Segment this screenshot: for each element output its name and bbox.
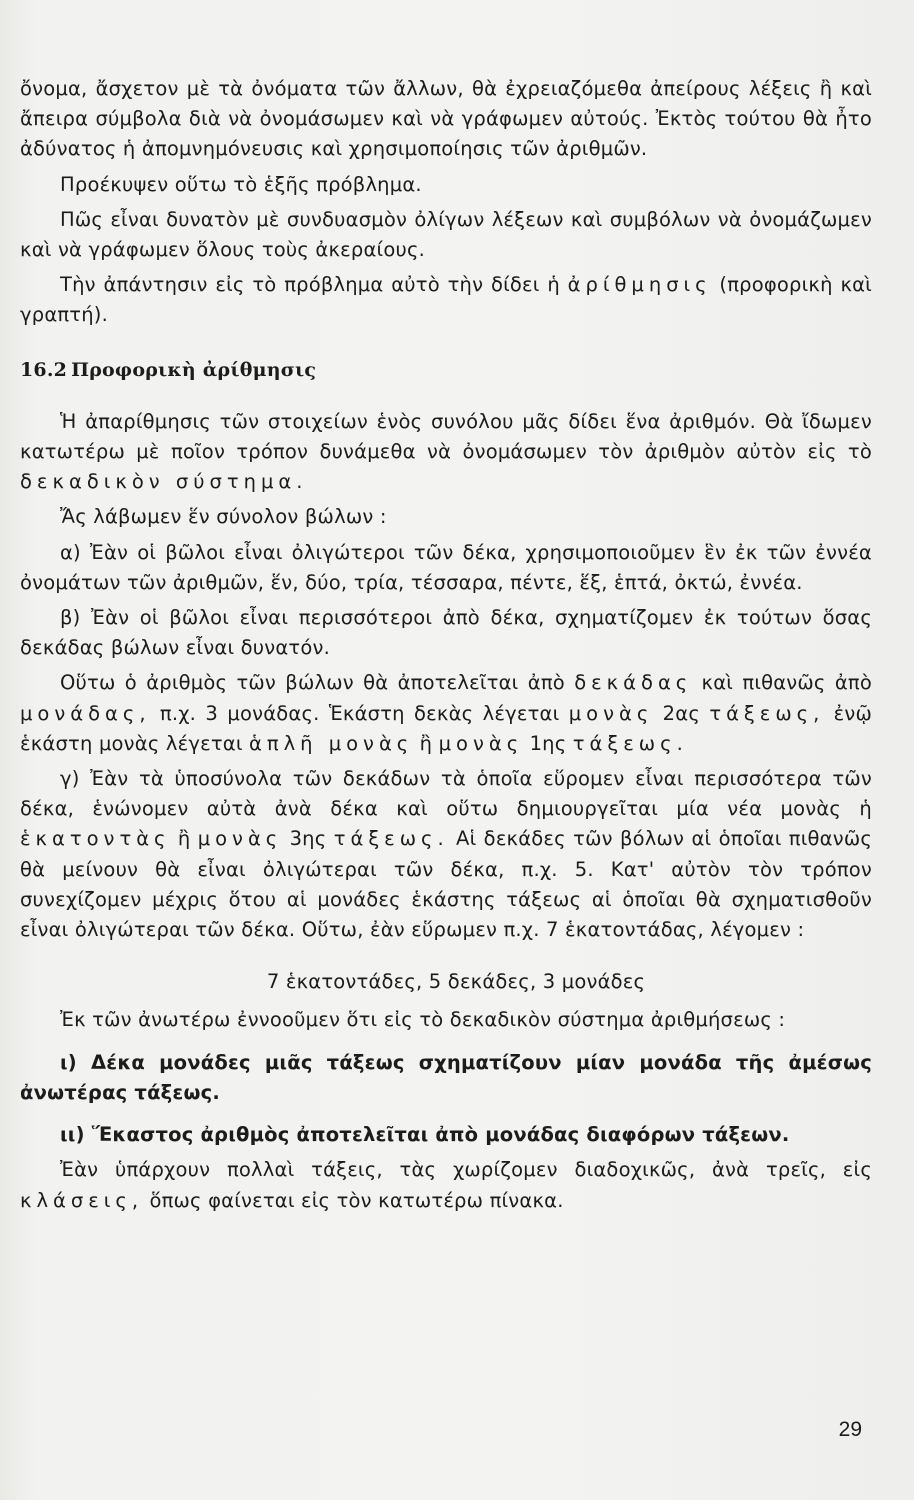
paragraph-set-of-marbles: Ἄς λάβωμεν ἕν σύνολον βώλων : xyxy=(60,505,387,529)
tens-text-2: καὶ πιθανῶς ἀπὸ xyxy=(701,671,872,695)
rule-one: ι) Δέκα μονάδες μιᾶς τάξεως σχηματίζουν μίαν μονάδα τῆς ἀμέσως ἀνωτέρας τάξεως. xyxy=(20,1050,872,1104)
term-hundred: ἑκατοντὰς xyxy=(20,827,171,851)
term-simple-unit: ἁπλῆ μονὰς xyxy=(249,731,414,755)
tens-text-4: 2ας xyxy=(662,701,700,725)
paragraph-problem-intro: Προέκυψεν οὕτω τὸ ἑξῆς πρόβλημα. xyxy=(60,172,422,196)
case-b: β) Ἐὰν οἱ βῶλοι εἶναι περισσότεροι ἀπὸ δέκα, σχηματίζομεν ἐκ τούτων ὅσας δεκάδας βώλων εἶναι δυνατόν. xyxy=(20,606,872,660)
case-a: α) Ἐὰν οἱ βῶλοι εἶναι ὀλιγώτεροι τῶν δέκα, χρησιμοποιοῦμεν ἓν ἐκ τῶν ἐννέα ὀνομάτων τῶν ἀριθμῶν, ἕν, δύο, τρία, τέσσαρα, πέντε, ἕξ, ἑπτά, ὀκτώ, ἐννέα. xyxy=(20,540,872,594)
term-classes: κλάσεις, xyxy=(20,1188,144,1212)
classes-text-2: ὅπως φαίνεται εἰς τὸν κατωτέρω πίνακα. xyxy=(149,1188,564,1212)
term-order: τάξεως, xyxy=(709,701,825,725)
term-unit-3: μονὰς xyxy=(197,827,283,851)
case-c-text-3: 3ης xyxy=(289,827,327,851)
paragraph-classes xyxy=(20,1155,872,1215)
case-c-text-4: Αἱ δεκάδες τῶν βόλων αἱ ὁποῖαι πιθανῶς θὰ μείνουν θὰ εἶναι ὀλιγώτεραι τῶν δέκα, π.χ. 5. Κατ' αὐτὸν τὸν τρόπον συνεχίζομεν μέχρις ὅτου αἱ μονάδες ἑκάστης τάξεως αἱ ὁποῖαι θὰ σχηματισθοῦν εἶναι ὀλιγώτεραι τῶν δέκα. Οὕτω, ἐὰν εὕρωμεν π.χ. 7 ἑκατοντάδας, λέγομεν : xyxy=(20,827,872,942)
tens-text-7: 1ης xyxy=(529,731,567,755)
enumeration-text: Ἡ ἀπαρίθμησις τῶν στοιχείων ἑνὸς συνόλου μᾶς δίδει ἕνα ἀριθμόν. Θὰ ἴδωμεν κατωτέρω μὲ ποῖον τρόπον δυνάμεθα νὰ ὀνομάσωμεν τὸν ἀριθμὸν αὐτὸν εἰς τὸ xyxy=(20,409,872,464)
term-arithmesis: ἀρίθμησις xyxy=(567,273,712,297)
tens-text-3: π.χ. 3 μονάδας. Ἑκάστη δεκὰς λέγεται xyxy=(159,701,560,725)
tens-text-6: ἢ xyxy=(419,731,433,755)
paragraph-enumeration xyxy=(20,407,872,498)
answer-text: Τὴν ἀπάντησιν εἰς τὸ πρόβλημα αὐτὸ τὴν δίδει ἡ xyxy=(60,273,560,297)
paragraph-intro-continuation: ὄνομα, ἄσχετον μὲ τὰ ὀνόματα τῶν ἄλλων, θὰ ἐχρειαζόμεθα ἀπείρους λέξεις ἢ καὶ ἄπειρα σύμβολα διὰ νὰ ὀνομάσωμεν καὶ νὰ γράφωμεν αὐτούς. Ἐκτὸς τούτου θὰ ἦτο ἀδύνατος ἡ ἀπομνημόνευσις καὶ χρησιμοποίησις τῶν ἀριθμῶν. xyxy=(20,77,872,161)
tens-text-1: Οὕτω ὁ ἀριθμὸς τῶν βώλων θὰ ἀποτελεῖται ἀπὸ xyxy=(60,671,565,695)
case-c xyxy=(20,764,872,945)
paragraph-problem-statement: Πῶς εἶναι δυνατὸν μὲ συνδυασμὸν ὀλίγων λέξεων καὶ συμβόλων νὰ ὀνομάζωμεν καὶ νὰ γράφωμεν ὅλους τοὺς ἀκεραίους. xyxy=(20,207,872,262)
example-line: 7 ἑκατοντάδες, 5 δεκάδες, 3 μονάδες xyxy=(266,970,646,994)
term-order-2: τάξεως. xyxy=(572,731,688,755)
page-number: 29 xyxy=(838,1418,862,1441)
answer-text-end: (προφορικὴ καὶ γραπτή). xyxy=(20,273,872,327)
term-tens: δεκάδας xyxy=(574,671,693,695)
paragraph-tens-and-units xyxy=(20,668,872,759)
term-decimal-system: δεκαδικὸν σύστημα. xyxy=(20,470,308,494)
section-title: Προφορικὴ ἀρίθμησις xyxy=(71,358,317,381)
page-body xyxy=(20,74,872,1216)
paragraph-conclusion: Ἐκ τῶν ἀνωτέρω ἐννοοῦμεν ὅτι εἰς τὸ δεκαδικὸν σύστημα ἀριθμήσεως : xyxy=(60,1008,786,1032)
term-order-3: τάξεως. xyxy=(333,827,449,851)
case-c-text-2: ἢ xyxy=(177,827,191,851)
case-c-text-1: γ) Ἐὰν τὰ ὑποσύνολα τῶν δεκάδων τὰ ὁποῖα εὕρομεν εἶναι περισσότερα τῶν δέκα, ἑνώνομεν αὐτὰ ἀνὰ δέκα καὶ οὕτω δημιουργεῖται μία νέα μονὰς ἡ xyxy=(20,767,872,821)
section-heading xyxy=(20,355,872,385)
term-unit: μονὰς xyxy=(568,701,654,725)
classes-text-1: Ἐὰν ὑπάρχουν πολλαὶ τάξεις, τὰς χωρίζομεν διαδοχικῶς, ἀνὰ τρεῖς, εἰς xyxy=(60,1158,872,1182)
tens-text-5: ἐνῷ ἑκάστη μονὰς λέγεται xyxy=(20,701,873,755)
paragraph-answer xyxy=(20,270,872,330)
term-unit-2: μονὰς xyxy=(438,731,524,755)
term-units: μονάδας, xyxy=(20,701,151,725)
rule-two: ιι) Ἕκαστος ἀριθμὸς ἀποτελεῖται ἀπὸ μονάδας διαφόρων τάξεων. xyxy=(60,1123,790,1147)
section-number: 16.2 xyxy=(20,358,68,381)
